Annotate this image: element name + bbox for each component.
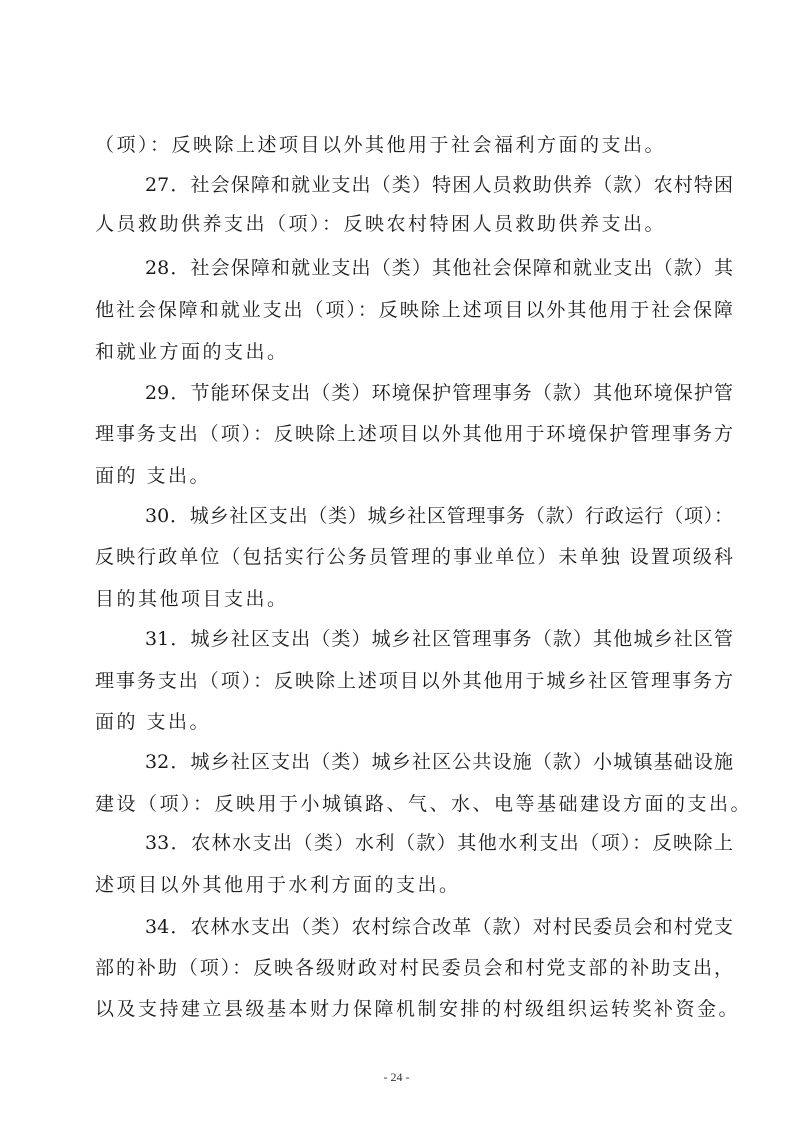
text-line: 31．城乡社区支出（类）城乡社区管理事务（款）其他城乡社区管	[145, 628, 733, 650]
text-line: 和就业方面的支出。	[95, 341, 289, 363]
text-line: 面的 支出。	[95, 465, 212, 487]
text-line: 目的其他项目支出。	[95, 588, 289, 610]
text-line: 理事务支出（项）：反映除上述项目以外其他用于城乡社区管理事务方	[95, 670, 733, 692]
text-line: 述项目以外其他用于水利方面的支出。	[95, 874, 461, 896]
text-line: （项）：反映除上述项目以外其他用于社会福利方面的支出。	[95, 134, 667, 156]
text-line: 以及支持建立县级基本财力保障机制安排的村级组织运转奖补资金。	[95, 998, 741, 1020]
text-line: 理事务支出（项）：反映除上述项目以外其他用于环境保护管理事务方	[95, 423, 733, 445]
page-number: - 24 -	[383, 1070, 410, 1084]
text-line: 27．社会保障和就业支出（类）特困人员救助供养（款）农村特困	[145, 174, 733, 196]
text-line: 29．节能环保支出（类）环境保护管理事务（款）其他环境保护管	[145, 382, 733, 404]
text-line: 33．农林水支出（类）水利（款）其他水利支出（项）：反映除上	[145, 832, 733, 854]
text-line: 28．社会保障和就业支出（类）其他社会保障和就业支出（款）其	[145, 257, 733, 279]
text-line: 34．农林水支出（类）农村综合改革（款）对村民委员会和村党支	[145, 916, 733, 938]
text-line: 32．城乡社区支出（类）城乡社区公共设施（款）小城镇基础设施	[145, 751, 733, 773]
text-line: 建设（项）：反映用于小城镇路、气、水、电等基础建设方面的支出。	[95, 793, 753, 815]
text-line: 他社会保障和就业支出（项）：反映除上述项目以外其他用于社会保障	[95, 299, 733, 321]
text-line: 面的 支出。	[95, 711, 212, 733]
text-line: 人员救助供养支出（项）：反映农村特困人员救助供养支出。	[95, 213, 667, 235]
text-line: 30．城乡社区支出（类）城乡社区管理事务（款）行政运行（项）：	[145, 505, 733, 527]
text-line: 反映行政单位（包括实行公务员管理的事业单位）未单独 设置项级科	[95, 546, 733, 568]
text-line: 部的补助（项）：反映各级财政对村民委员会和村党支部的补助支出，	[95, 957, 733, 979]
